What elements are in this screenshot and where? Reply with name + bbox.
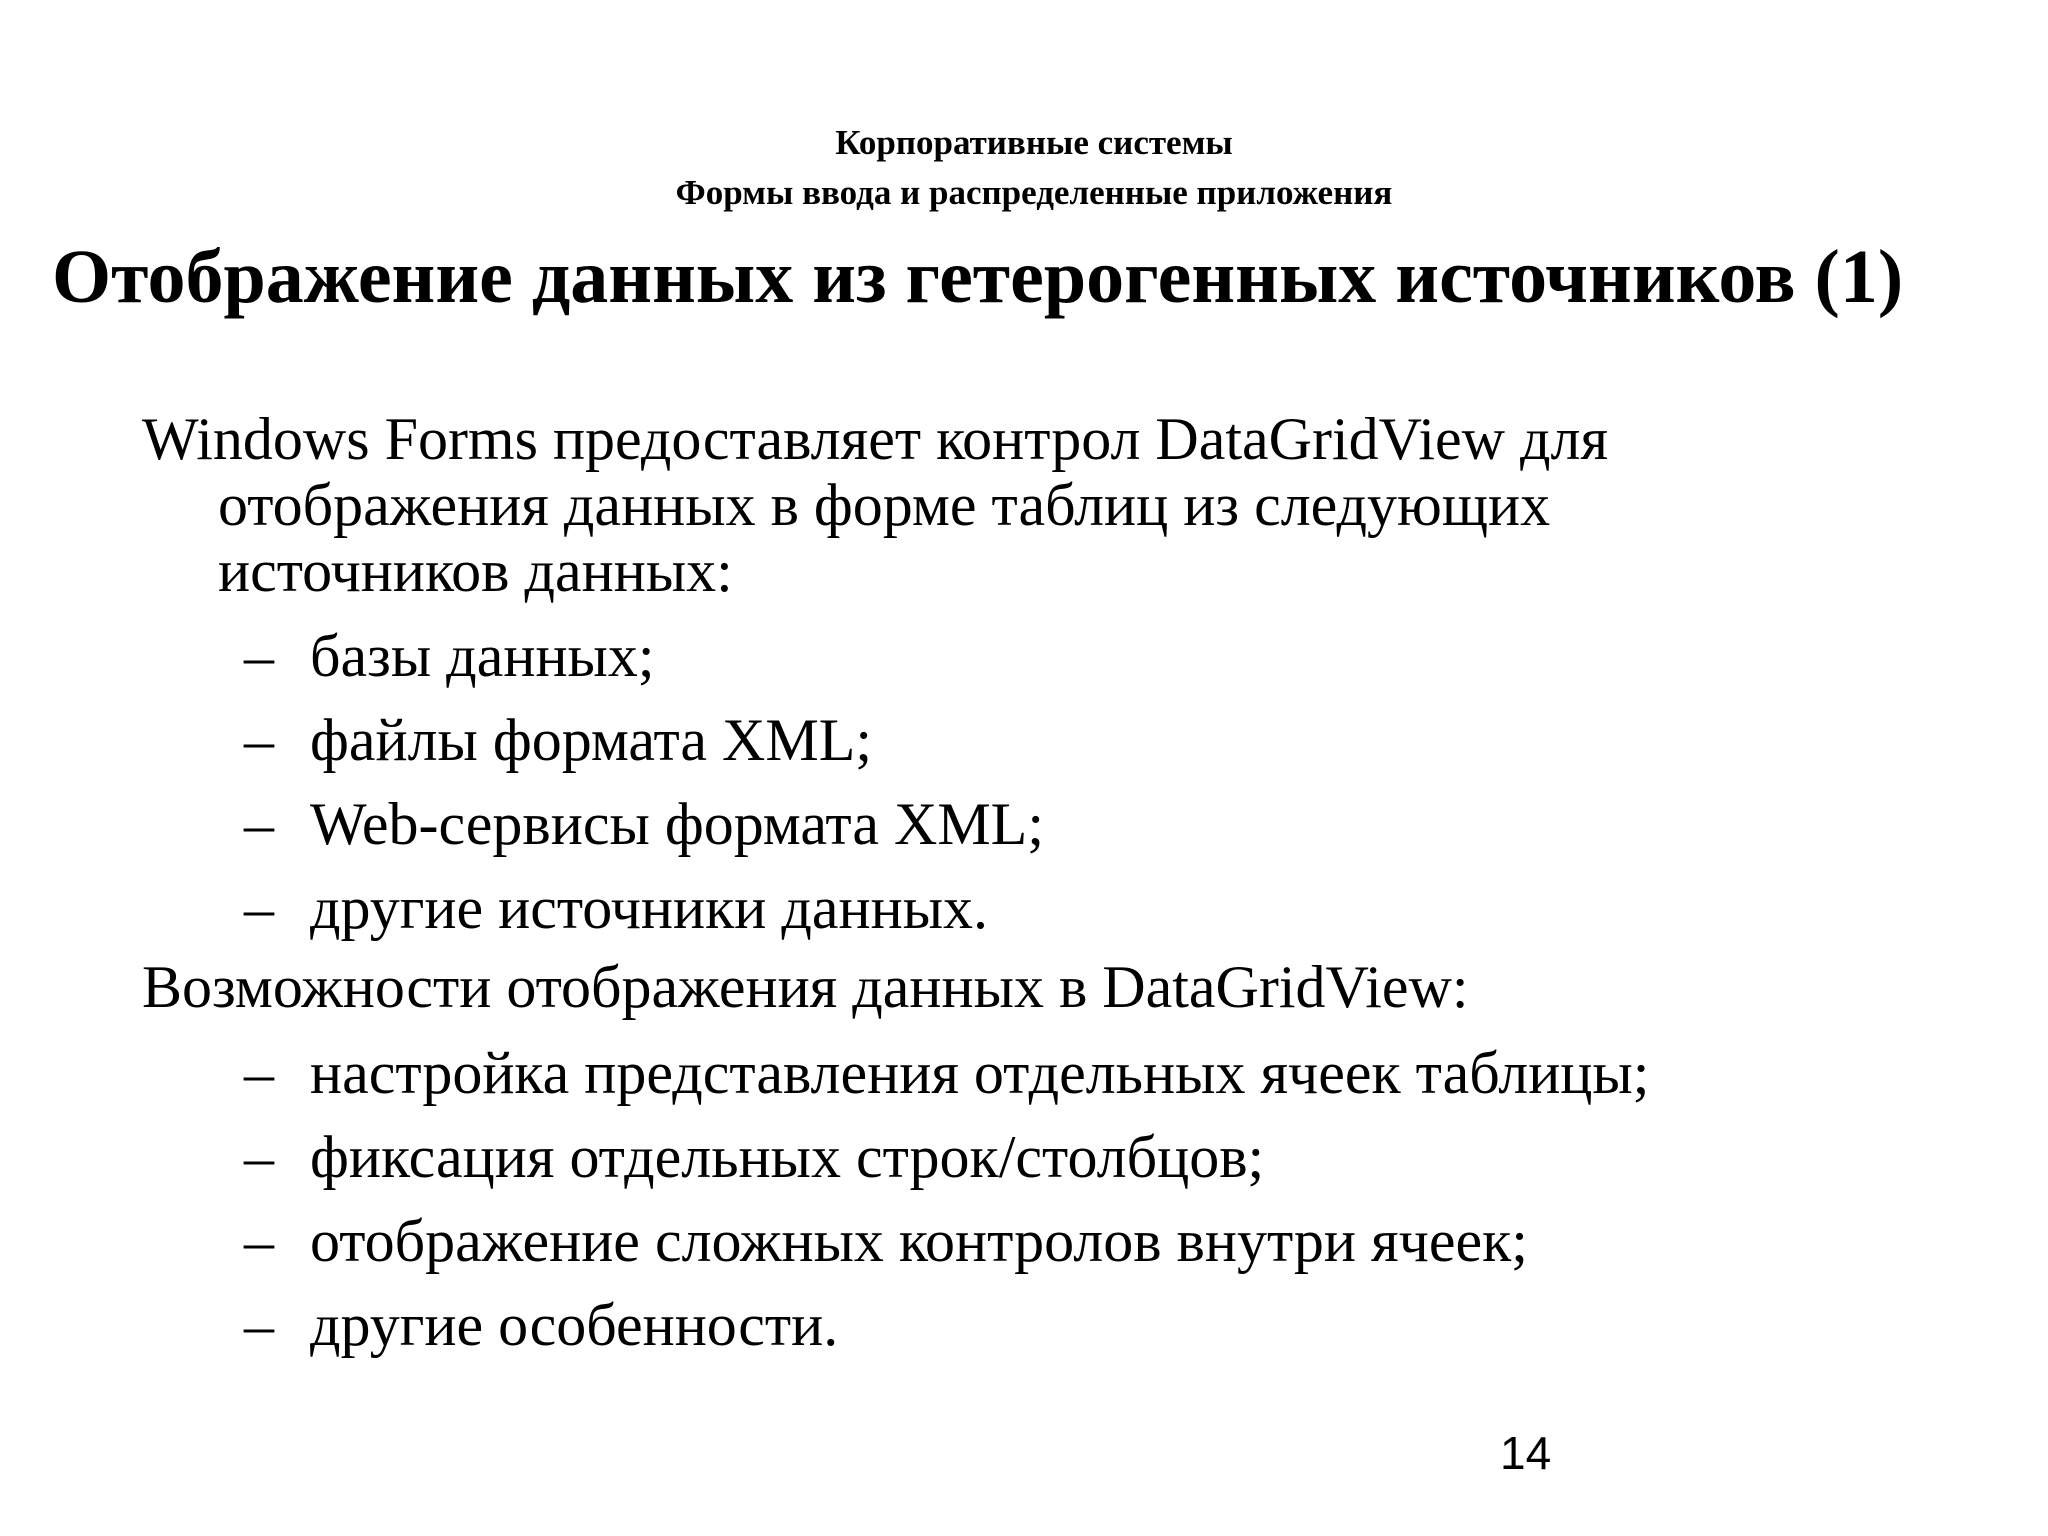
- list-item-text: отображение сложных контролов внутри ячеек;: [310, 1208, 1528, 1274]
- list-item-text: базы данных;: [310, 623, 655, 689]
- features-paragraph: [142, 954, 1942, 1020]
- list-item-text: настройка представления отдельных ячеек таблицы;: [310, 1040, 1650, 1106]
- dash-bullet: –: [244, 1040, 274, 1106]
- dash-bullet: –: [244, 1292, 274, 1358]
- dash-bullet: –: [244, 623, 274, 689]
- dash-bullet: –: [244, 707, 274, 773]
- page-number: 14: [1500, 1427, 1552, 1479]
- list-item-text: фиксация отдельных строк/столбцов;: [310, 1124, 1265, 1190]
- list-item-text: другие особенности.: [310, 1292, 839, 1358]
- intro-paragraph: [142, 406, 1942, 604]
- course-title: [0, 118, 2048, 168]
- list-item: [244, 1206, 1528, 1276]
- list-item: [244, 789, 1044, 859]
- dash-bullet: –: [244, 1124, 274, 1190]
- list-item: [244, 621, 655, 691]
- list-item: [244, 1122, 1264, 1192]
- intro-line-2: отображения данных в форме таблиц из следующих: [218, 472, 1551, 538]
- dash-bullet: –: [244, 791, 274, 857]
- dash-bullet: –: [244, 1208, 274, 1274]
- intro-line-1: Windows Forms предоставляет контрол DataGridView для: [142, 406, 1609, 472]
- list-item-text: файлы формата XML;: [310, 707, 873, 773]
- course-subtitle-text: Формы ввода и распределенные приложения: [675, 173, 1393, 212]
- list-item-text: другие источники данных.: [310, 875, 989, 941]
- dash-bullet: –: [244, 875, 274, 941]
- course-subtitle: [0, 168, 2048, 218]
- slide-title: Отображение данных из гетерогенных источников (1): [52, 235, 1904, 319]
- list-item: [244, 873, 988, 943]
- list-item: [244, 1290, 838, 1360]
- list-item: [244, 1038, 1649, 1108]
- course-title-text: Корпоративные системы: [835, 123, 1233, 162]
- list-item: [244, 705, 872, 775]
- intro-line-3: источников данных:: [218, 538, 733, 604]
- list-item-text: Web-сервисы формата XML;: [310, 791, 1045, 857]
- features-line-1: Возможности отображения данных в DataGridView:: [142, 954, 1469, 1020]
